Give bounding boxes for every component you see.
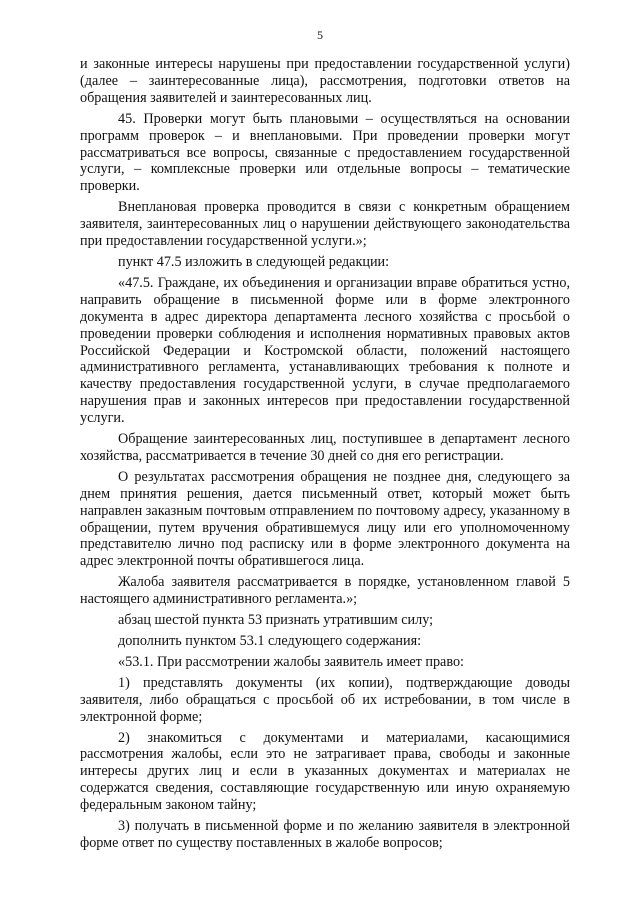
list-item-3: 3) получать в письменной форме и по желанию заявителя в электронной форме ответ по существу поставленных в жалобе вопросов; xyxy=(80,818,570,851)
paragraph-53-1: «53.1. При рассмотрении жалобы заявитель имеет право: xyxy=(118,653,464,670)
list-item-1: 1) представлять документы (их копии), подтверждающие доводы заявителя, либо обращаться с просьбой об их истребовании, в том числе в электронной форме; xyxy=(80,674,570,725)
paragraph-47-5: «47.5. Граждане, их объединения и организации вправе обратиться устно, направить обращение в письменной форме или в форме электронного документа в адрес директора департамента лесного хозяйства с просьбой о проведении проверки соблюдения и исполнения нормативных правовых актов Российской Федерации и Костромской области, положений настоящего административного регламента, устанавливающих требования к полноте и качеству предоставления государственной услуги, в случае предполагаемого нарушения прав и законных интересов при предоставлении государственной услуги. xyxy=(80,274,570,427)
paragraph-complaint-procedure: Жалоба заявителя рассматривается в порядке, установленном главой 5 настоящего административного регламента.»; xyxy=(80,574,570,608)
paragraph-review-results: О результатах рассмотрения обращения не позднее дня, следующего за днем принятия решения, дается письменный ответ, который может быть направлен заказным почтовым отправлением по почтовому адресу, указанному в обращении, путем вручения обратившемуся лицу или его уполномоченному представителю лично под расписку или в форме электронного документа на адрес электронной почты обратившегося лица. xyxy=(80,468,570,570)
list-item-2: 2) знакомиться с документами и материалами, касающимися рассмотрения жалобы, если это не затрагивает права, свободы и законные интересы других лиц и если в указанных документах и материалах не содержатся сведения, составляющие государственную или иную охраняемую федеральным законом тайну; xyxy=(80,729,570,814)
page-number: 5 xyxy=(317,28,323,42)
document-body xyxy=(80,56,570,856)
paragraph-review-period: Обращение заинтересованных лиц, поступившее в департамент лесного хозяйства, рассматривается в течение 30 дней со дня его регистрации. xyxy=(80,431,570,464)
paragraph-amend-47-5: пункт 47.5 изложить в следующей редакции: xyxy=(118,253,390,270)
paragraph-unscheduled-inspection: Внеплановая проверка проводится в связи с конкретным обращением заявителя, заинтересованных лиц о нарушении действующего законодательства при предоставлении государственной услуги.»; xyxy=(80,199,570,250)
paragraph-repeal-53: абзац шестой пункта 53 признать утратившим силу; xyxy=(118,612,434,629)
paragraph-add-53-1: дополнить пунктом 53.1 следующего содержания: xyxy=(118,633,422,649)
paragraph-45: 45. Проверки могут быть плановыми – осуществляться на основании программ проверок – и внеплановыми. При проведении проверки могут рассматриваться все вопросы, связанные с предоставлением государственной услуги, – комплексные проверки или отдельные вопросы – тематические проверки. xyxy=(80,110,570,195)
paragraph-continuation: и законные интересы нарушены при предоставлении государственной услуги) (далее – заинтересованные лица), рассмотрения, подготовки ответов на обращения заявителей и заинтересованных лиц. xyxy=(80,56,570,106)
